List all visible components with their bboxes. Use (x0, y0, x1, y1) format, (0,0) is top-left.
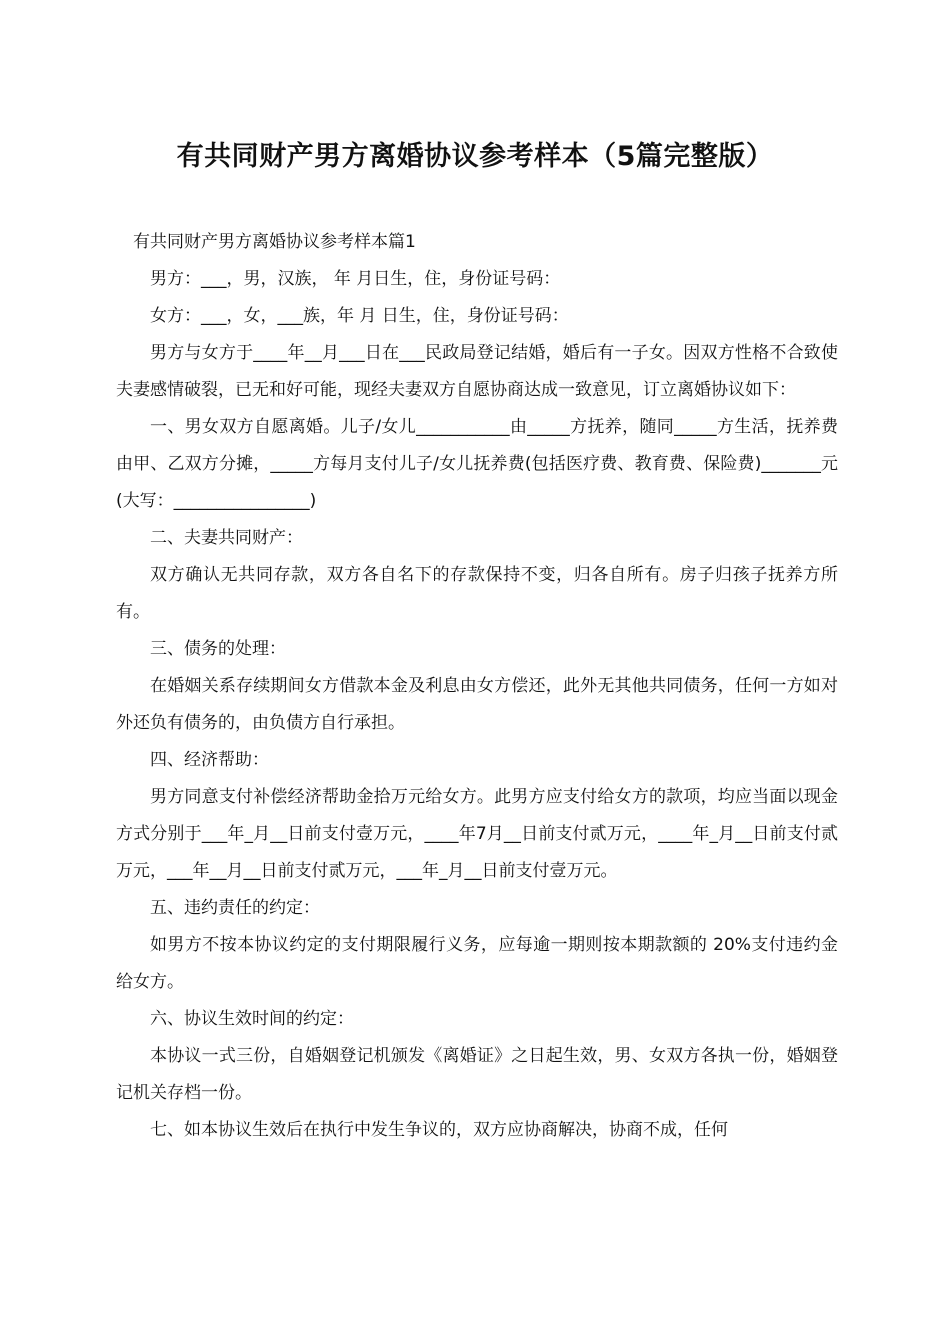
paragraph: 七、如本协议生效后在执行中发生争议的，双方应协商解决，协商不成，任何 (150, 1120, 728, 1140)
paragraph: 在婚姻关系存续期间女方借款本金及利息由女方偿还，此外无其他共同债务，任何一方如对外还负有债务的，由负债方自行承担。 (116, 676, 838, 733)
document-body (116, 224, 838, 1149)
paragraph: 男方：___，男，汉族， 年 月日生，住，身份证号码： (150, 269, 561, 289)
paragraph: 本协议一式三份，自婚姻登记机颁发《离婚证》之日起生效，男、女双方各执一份，婚姻登记机关存档一份。 (116, 1046, 838, 1103)
document-title: 有共同财产男方离婚协议参考样本（5篇完整版） (176, 141, 774, 172)
clause-heading: 三、债务的处理： (150, 639, 286, 659)
clause-heading: 六、协议生效时间的约定： (150, 1009, 354, 1029)
clause-heading: 二、夫妻共同财产： (150, 528, 303, 548)
paragraph: 男方与女方于____年__月___日在___民政局登记结婚，婚后有一子女。因双方性格不合致使夫妻感情破裂，已无和好可能，现经夫妻双方自愿协商达成一致意见，订立离婚协议如下： (116, 343, 838, 400)
paragraph: 如男方不按本协议约定的支付期限履行义务，应每逾一期则按本期款额的 20%支付违约金给女方。 (116, 935, 838, 992)
paragraph: 双方确认无共同存款，双方各自名下的存款保持不变，归各自所有。房子归孩子抚养方所有。 (116, 565, 838, 622)
clause-heading: 五、违约责任的约定： (150, 898, 320, 918)
paragraph: 一、男女双方自愿离婚。儿子/女儿___________由_____方抚养，随同_____方生活，抚养费由甲、乙双方分摊，_____方每月支付儿子/女儿抚养费(包括医疗费、教育费、保险费)_______元(大写：________________) (116, 417, 838, 511)
paragraph: 女方：___，女，___族，年 月 日生，住，身份证号码： (150, 306, 569, 326)
paragraph: 男方同意支付补偿经济帮助金拾万元给女方。此男方应支付给女方的款项，均应当面以现金方式分别于___年_月__日前支付壹万元，____年7月__日前支付贰万元，____年_月__日前支付贰万元，___年__月__日前支付贰万元，___年_月__日前支付壹万元。 (116, 787, 838, 881)
clause-heading: 四、经济帮助： (150, 750, 269, 770)
section-heading: 有共同财产男方离婚协议参考样本篇1 (133, 232, 416, 252)
